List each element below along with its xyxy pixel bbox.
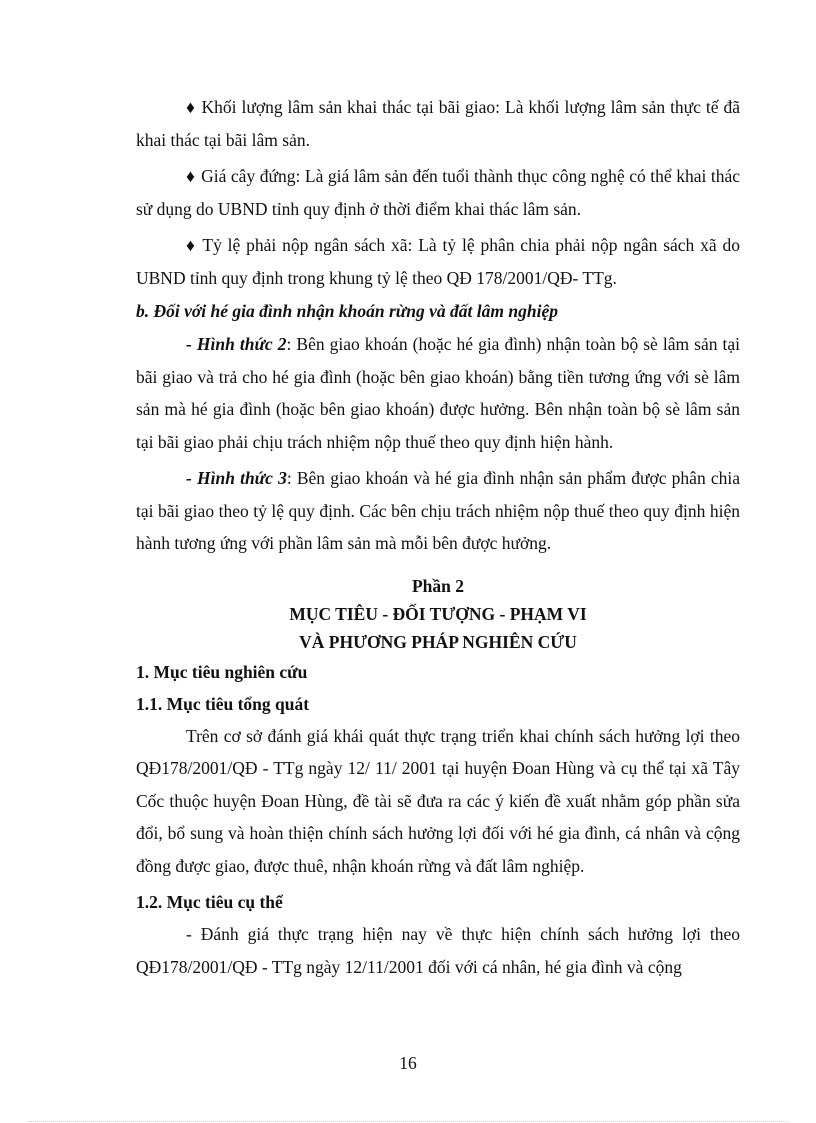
bullet-text: Khối lượng lâm sản khai thác tại bãi giao: Là khối lượng lâm sản thực tế đã khai thác tại bãi lâm sản. [136, 97, 741, 150]
form-2-paragraph [136, 328, 740, 458]
form-3-label: - Hình thức 3 [186, 468, 287, 488]
section-1-heading: 1. Mục tiêu nghiên cứu [136, 661, 308, 682]
bullet-paragraph [136, 160, 740, 225]
form-3-paragraph [136, 462, 740, 560]
part-title: Phần 2 [411, 575, 465, 596]
bullet-text: Tỷ lệ phải nộp ngân sách xã: Là tỷ lệ phân chia phải nộp ngân sách xã do UBND tỉnh quy định trong khung tỷ lệ theo QĐ 178/2001/QĐ- TTg. [136, 235, 741, 288]
page-bottom-divider [28, 1121, 788, 1122]
document-page [136, 91, 740, 987]
bullet-text: Giá cây đứng: Là giá lâm sản đến tuổi thành thục công nghệ có thể khai thác sử dụng do UBND tỉnh quy định ở thời điểm khai thác lâm sản. [136, 166, 741, 219]
form-2-text: : Bên giao khoán (hoặc hé gia đình) nhận toàn bộ sè lâm sản tại bãi giao và trả cho hé gia đình (hoặc bên giao khoán) bằng tiền tương ứng với sè lâm sản mà hé gia đình (hoặc bên giao khoán) được hưởng. Bên nhận toàn bộ sè lâm sản tại bãi giao phải chịu trách nhiệm nộp thuế theo quy định hiện hành. [136, 334, 740, 452]
bullet-paragraph [136, 91, 740, 156]
section-1-2-heading: 1.2. Mục tiêu cụ thể [136, 892, 283, 912]
section-1-2-paragraph: - Đánh giá thực trạng hiện nay về thực hiện chính sách hưởng lợi theo QĐ178/2001/QĐ - TTg ngày 12/11/2001 đối với cá nhân, hé gia đình và cộng [136, 924, 740, 977]
part-subtitle-2: VÀ PHƯƠNG PHÁP NGHIÊN CỨU [299, 631, 577, 652]
diamond-bullet-icon: ♦ [186, 97, 196, 117]
subheading-b: b. Đối với hé gia đình nhận khoán rừng và đất lâm nghiệp [136, 301, 558, 321]
form-2-label: - Hình thức 2 [186, 334, 287, 354]
page-number: 16 [399, 1053, 417, 1073]
section-1-1-paragraph: Trên cơ sở đánh giá khái quát thực trạng triển khai chính sách hưởng lợi theo QĐ178/2001/QĐ - TTg ngày 12/ 11/ 2001 tại huyện Đoan Hùng và cụ thể tại xã Tây Cốc thuộc huyện Đoan Hùng, đề tài sẽ đưa ra các ý kiến đề xuất nhằm góp phần sửa đổi, bổ sung và hoàn thiện chính sách hưởng lợi đối với hé gia đình, cá nhân và cộng đồng được giao, được thuê, nhận khoán rừng và đất lâm nghiệp. [136, 725, 740, 876]
form-3-text: : Bên giao khoán và hé gia đình nhận sản phẩm được phân chia tại bãi giao theo tỷ lệ quy định. Các bên chịu trách nhiệm nộp thuế theo quy định hiện hành tương ứng với phần lâm sản mà mỗi bên được hưởng. [136, 468, 740, 553]
bullet-paragraph [136, 229, 740, 294]
diamond-bullet-icon: ♦ [186, 166, 196, 186]
part-subtitle-1: MỤC TIÊU - ĐỐI TƯỢNG - PHẠM VI [289, 603, 587, 624]
diamond-bullet-icon: ♦ [186, 235, 197, 255]
section-1-1-heading: 1.1. Mục tiêu tổng quát [136, 693, 310, 714]
